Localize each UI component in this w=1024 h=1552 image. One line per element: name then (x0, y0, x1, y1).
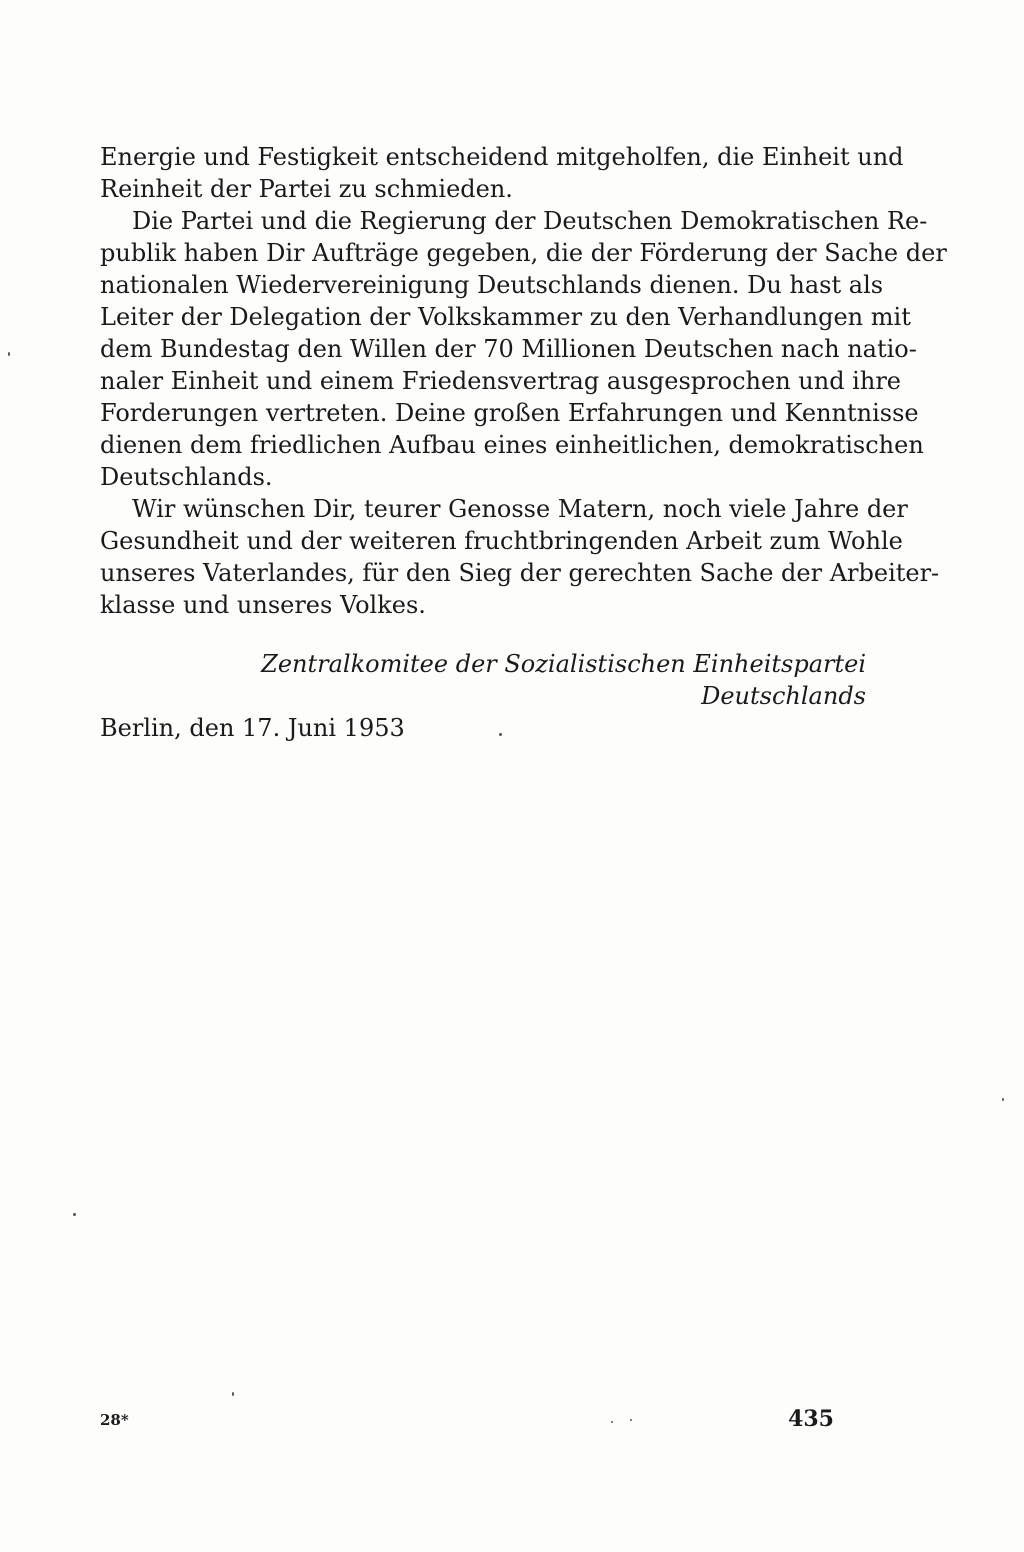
text-line: Forderungen vertreten. Deine großen Erfahrungen und Kenntnisse (100, 399, 919, 427)
text-line: Energie und Festigkeit entscheidend mitgeholfen, die Einheit und (100, 143, 904, 171)
text-line: unseres Vaterlandes, für den Sieg der gerechten Sache der Arbeiter- (100, 559, 940, 587)
text-line: Deutschlands. (100, 463, 273, 491)
body-text (100, 141, 947, 621)
scan-speck (232, 1392, 234, 1396)
text-line: Leiter der Delegation der Volkskammer zu den Verhandlungen mit (100, 303, 911, 331)
text-line: Reinheit der Partei zu schmieden. (100, 175, 513, 203)
scan-speck (499, 733, 502, 736)
signature-mark: 28* (100, 1411, 129, 1429)
text-line: Wir wünschen Dir, teurer Genosse Matern, noch viele Jahre der (132, 495, 908, 523)
text-line: nationalen Wiedervereinigung Deutschlands dienen. Du hast als (100, 271, 884, 299)
text-line: Gesundheit und der weiteren fruchtbringenden Arbeit zum Wohle (100, 527, 903, 555)
paragraph-3 (100, 493, 940, 621)
text-line: dienen dem friedlichen Aufbau eines einheitlichen, demokratischen (100, 431, 924, 459)
paragraph-2 (100, 205, 947, 493)
scan-speck (8, 352, 10, 356)
text-line: klasse und unseres Volkes. (100, 591, 426, 619)
scan-speck (630, 1419, 632, 1421)
text-line: dem Bundestag den Willen der 70 Millionen Deutschen nach natio- (100, 335, 917, 363)
signature: Zentralkomitee der Sozialistischen Einheitspartei Deutschlands (261, 650, 866, 710)
scan-speck (611, 1421, 613, 1423)
text-line: Die Partei und die Regierung der Deutschen Demokratischen Re- (132, 207, 928, 235)
place-date: Berlin, den 17. Juni 1953 (100, 714, 405, 742)
page-number: 435 (788, 1406, 834, 1432)
scan-speck (1002, 1098, 1004, 1101)
scan-speck (73, 1213, 76, 1216)
paragraph-1 (100, 141, 904, 205)
text-line: publik haben Dir Aufträge gegeben, die der Förderung der Sache der (100, 239, 947, 267)
text-line: naler Einheit und einem Friedensvertrag ausgesprochen und ihre (100, 367, 901, 395)
